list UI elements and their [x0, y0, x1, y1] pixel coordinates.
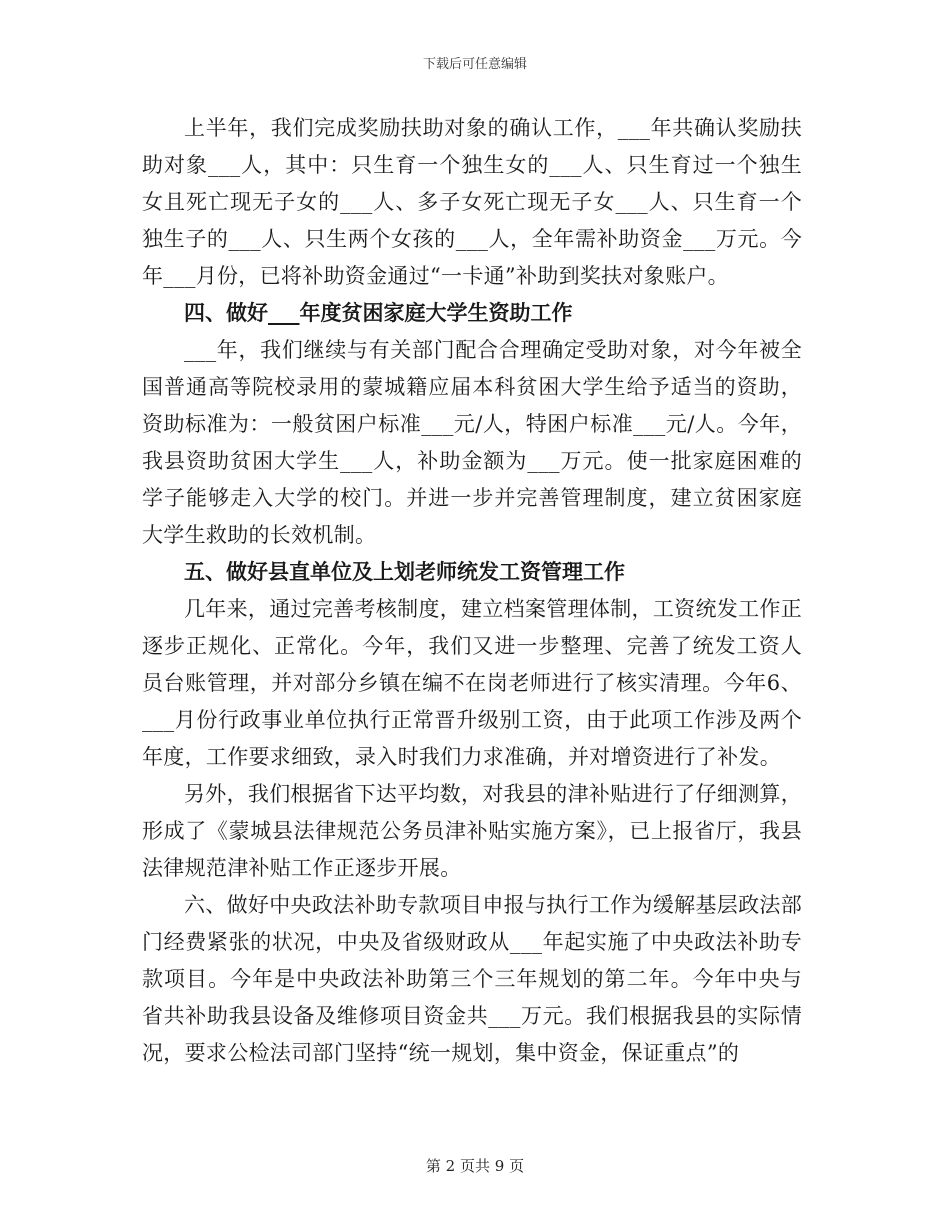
page-header: 下载后可任意编辑	[422, 57, 527, 72]
paragraph-reward-support: 上半年，我们完成奖励扶助对象的确认工作，___年共确认奖励扶助对象___人，其中：只生育一个独生女的___人、只生育过一个独生女且死亡现无子女的___人、多子女死亡现无子女___人、只生育一个独生子的___人、只生两个女孩的___人，全年需补助资金___万元。今年___月份，已将补助资金通过“一卡通”补助到奖扶对象账户。	[142, 116, 802, 288]
section-heading-5: 五、做好县直单位及上划老师统发工资管理工作	[184, 560, 625, 584]
paragraph-political-legal-funds: 六、做好中央政法补助专款项目申报与执行工作为缓解基层政法部门经费紧张的状况，中央及省级财政从___年起实施了中央政法补助专款项目。今年是中央政法补助第三个三年规划的第二年。今年中央与省共补助我县设备及维修项目资金共___万元。我们根据我县的实际情况，要求公检法司部门坚持“统一规划，集中资金，保证重点”的	[142, 893, 802, 1065]
paragraph-allowance: 另外，我们根据省下达平均数，对我县的津补贴进行了仔细测算，形成了《蒙城县法律规范公务员津补贴实施方案》，已上报省厅，我县法律规范津补贴工作正逐步开展。	[142, 782, 802, 880]
paragraph-student-aid: ___年，我们继续与有关部门配合合理确定受助对象，对今年被全国普通高等院校录用的蒙城籍应届本科贫困大学生给予适当的资助，资助标准为：一般贫困户标准___元/人，特困户标准___元/人。今年，我县资助贫困大学生___人，补助金额为___万元。使一批家庭困难的学子能够走入大学的校门。并进一步并完善管理制度，建立贫困家庭大学生救助的长效机制。	[142, 338, 802, 547]
document-body	[142, 110, 802, 1072]
page-footer: 第 2 页共 9 页	[425, 1157, 525, 1175]
section-heading-4: 四、做好___年度贫困家庭大学生资助工作	[184, 301, 573, 325]
paragraph-salary-management: 几年来，通过完善考核制度，建立档案管理体制，工资统发工作正逐步正规化、正常化。今年，我们又进一步整理、完善了统发工资人员台账管理，并对部分乡镇在编不在岗老师进行了核实清理。今年6、___月份行政事业单位执行正常晋升级别工资，由于此项工作涉及两个年度，工作要求细致，录入时我们力求准确，并对增资进行了补发。	[142, 597, 802, 769]
